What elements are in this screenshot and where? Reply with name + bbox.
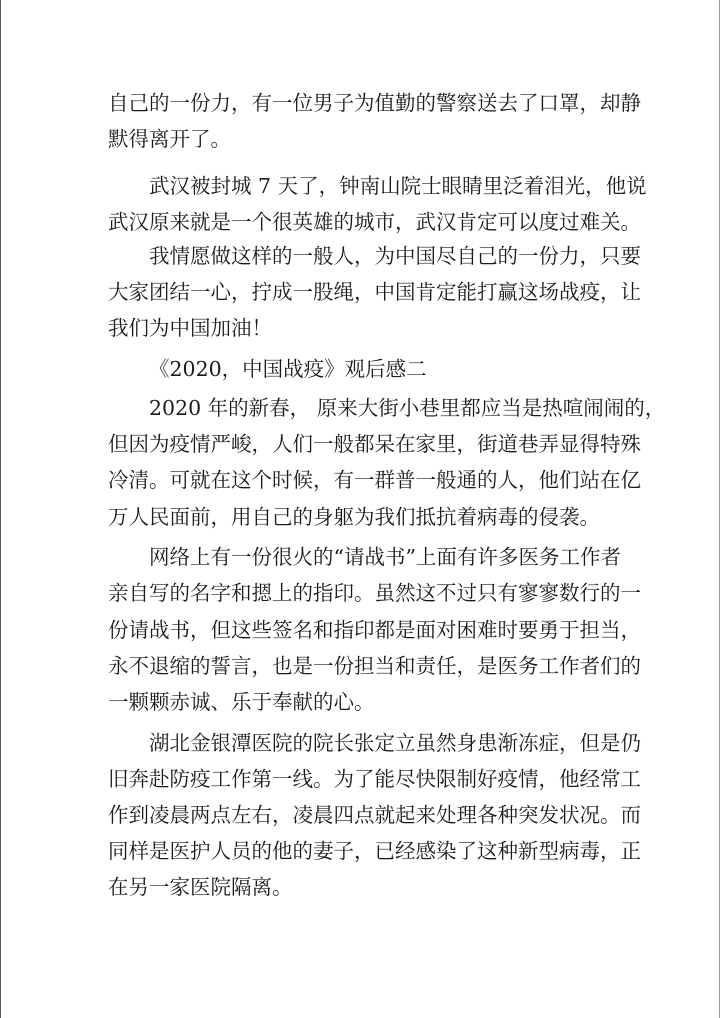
text-line: 我们为中国加油！ xyxy=(108,316,272,340)
text-line: 旧奔赴防疫工作第一线。为了能尽快限制好疫情，他经常工 xyxy=(108,767,641,791)
page-border-left xyxy=(0,0,1,1018)
text-line: 份请战书，但这些签名和指印都是面对困难时要勇于担当， xyxy=(108,618,641,642)
paragraph-start: 武汉被封城 7 天了，钟南山院士眼睛里泛着泪光，他说 xyxy=(149,174,647,198)
text-line: 但因为疫情严峻，人们一般都呆在家里，街道巷弄显得特殊 xyxy=(108,432,641,456)
paragraph-start: 我情愿做这样的一般人，为中国尽自己的一份力，只要 xyxy=(149,244,641,268)
text-line: 亲自写的名字和摁上的指印。虽然这不过只有寥寥数行的一 xyxy=(108,581,641,605)
section-title: 《2020，中国战疫》观后感二 xyxy=(149,357,427,381)
text-line: 默得离开了。 xyxy=(108,127,231,151)
text-line: 大家团结一心，拧成一股绳，中国肯定能打赢这场战疫，让 xyxy=(108,280,641,304)
text-line: 冷清。可就在这个时候，有一群普一般通的人，他们站在亿 xyxy=(108,468,641,492)
text-line: 作到凌晨两点左右，凌晨四点就起来处理各种突发状况。而 xyxy=(108,803,641,827)
text-line: 万人民面前，用自己的身躯为我们抵抗着病毒的侵袭。 xyxy=(108,505,600,529)
text-line: 武汉原来就是一个很英雄的城市，武汉肯定可以度过难关。 xyxy=(108,210,641,234)
text-line: 永不退缩的誓言，也是一份担当和责任，是医务工作者们的 xyxy=(108,654,641,678)
text-line: 自己的一份力，有一位男子为值勤的警察送去了口罩，却静 xyxy=(108,91,641,115)
paragraph-start: 2020 年的新春， 原来大街小巷里都应当是热喧闹闹的， xyxy=(149,396,666,420)
text-line: 在另一家医院隔离。 xyxy=(108,875,293,899)
paragraph-start: 湖北金银潭医院的院长张定立虽然身患渐冻症，但是仍 xyxy=(149,731,641,755)
text-line: 一颗颗赤诚、乐于奉献的心。 xyxy=(108,690,375,714)
text-line: 同样是医护人员的他的妻子，已经感染了这种新型病毒，正 xyxy=(108,839,641,863)
paragraph-start: 网络上有一份很火的“请战书”上面有许多医务工作者 xyxy=(149,545,621,569)
